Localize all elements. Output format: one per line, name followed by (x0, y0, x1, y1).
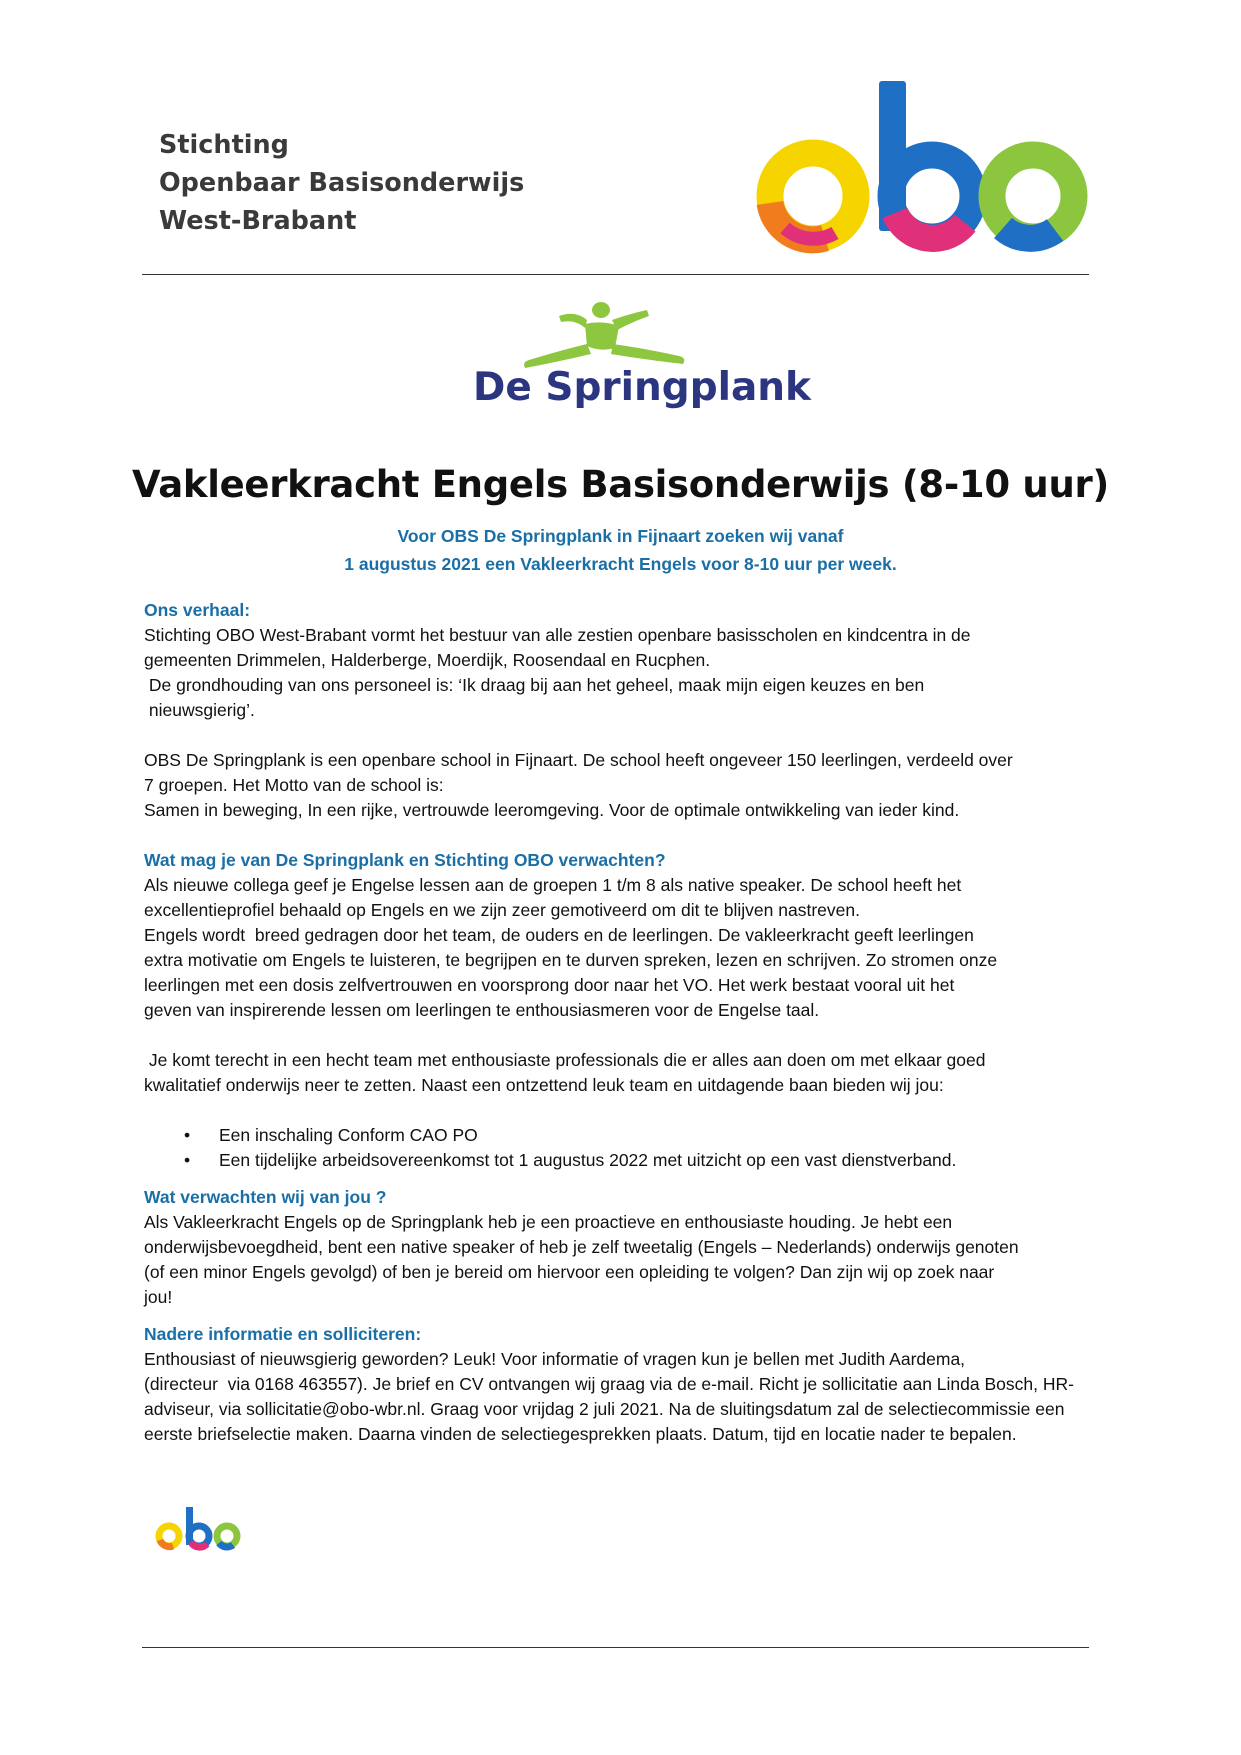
text-line: extra motivatie om Engels te luisteren, te begrijpen en te durven spreken, lezen en schrijven. Zo stromen onze (144, 950, 998, 970)
text-line: Engels wordt breed gedragen door het team, de ouders en de leerlingen. De vakleerkracht geeft leerlingen (144, 925, 974, 945)
paragraph-solliciteren (144, 1347, 1104, 1447)
text-line: kwalitatief onderwijs neer te zetten. Naast een ontzettend leuk team en uitdagende baan bieden wij jou: (144, 1075, 944, 1095)
organization-name (159, 126, 579, 240)
text-line: adviseur, via sollicitatie@obo-wbr.nl. Graag voor vrijdag 2 juli 2021. Na de sluitingsdatum zal de selectiecommissie een (144, 1399, 1065, 1419)
intro-text (0, 522, 1241, 578)
springplank-logo (467, 302, 811, 427)
list-item: • Een tijdelijke arbeidsovereenkomst tot 1 augustus 2022 met uitzicht op een vast dienstverband. (184, 1148, 1104, 1173)
org-line-2: Openbaar Basisonderwijs (159, 168, 525, 198)
text-line: De grondhouding van ons personeel is: ‘Ik draag bij aan het geheel, maak mijn eigen keuzes en ben (144, 675, 925, 695)
text-line: Stichting OBO West-Brabant vormt het bestuur van alle zestien openbare basisscholen en kindcentra in de (144, 625, 971, 645)
text-line: eerste briefselectie maken. Daarna vinden de selectiegesprekken plaats. Datum, tijd en locatie nader te bepalen. (144, 1424, 1017, 1444)
footer-divider (142, 1647, 1089, 1648)
obo-logo-small (155, 1504, 245, 1552)
paragraph-ons-verhaal-2 (144, 748, 1104, 823)
section-heading-verwachten: Wat mag je van De Springplank en Stichting OBO verwachten? (144, 850, 666, 870)
text-line: (of een minor Engels gevolgd) of ben je bereid om hiervoor een opleiding te volgen? Dan zijn wij op zoek naar (144, 1262, 995, 1282)
text-line: Als Vakleerkracht Engels op de Springplank heb je een proactieve en enthousiaste houding. Je hebt een (144, 1212, 953, 1232)
text-line: onderwijsbevoegdheid, bent een native speaker of heb je zelf tweetalig (Engels – Nederlands) onderwijs genoten (144, 1237, 1019, 1257)
springplank-logo-text: De Springplank (473, 365, 811, 410)
intro-line-1: Voor OBS De Springplank in Fijnaart zoeken wij vanaf (397, 526, 844, 546)
paragraph-wij-van-jou (144, 1210, 1104, 1310)
paragraph-verwachten-2 (144, 1048, 1104, 1098)
benefits-list (144, 1123, 1104, 1173)
text-line: (directeur via 0168 463557). Je brief en CV ontvangen wij graag via de e-mail. Richt je sollicitatie aan Linda Bosch, HR- (144, 1374, 1074, 1394)
text-line: 7 groepen. Het Motto van de school is: (144, 775, 444, 795)
obo-logo (755, 78, 1085, 256)
paragraph-ons-verhaal-1 (144, 623, 1104, 723)
section-heading-wij-van-jou: Wat verwachten wij van jou ? (144, 1187, 387, 1207)
text-line: jou! (144, 1287, 173, 1307)
paragraph-verwachten-1 (144, 873, 1104, 1023)
text-line: Je komt terecht in een hecht team met enthousiaste professionals die er alles aan doen om met elkaar goed (144, 1050, 986, 1070)
header-divider (142, 274, 1089, 275)
section-heading-ons-verhaal: Ons verhaal: (144, 600, 251, 620)
text-line: geven van inspirerende lessen om leerlingen te enthousiasmeren voor de Engelse taal. (144, 1000, 820, 1020)
text-line: Als nieuwe collega geef je Engelse lessen aan de groepen 1 t/m 8 als native speaker. De school heeft het (144, 875, 962, 895)
section-heading-solliciteren: Nadere informatie en solliciteren: (144, 1324, 422, 1344)
text-line: Enthousiast of nieuwsgierig geworden? Leuk! Voor informatie of vragen kun je bellen met Judith Aardema, (144, 1349, 966, 1369)
list-item: • Een inschaling Conform CAO PO (184, 1123, 1104, 1148)
text-line: leerlingen met een dosis zelfvertrouwen en voorsprong door naar het VO. Het werk bestaat vooral uit het (144, 975, 955, 995)
job-title: Vakleerkracht Engels Basisonderwijs (8-10 uur) (131, 463, 1110, 506)
text-line: OBS De Springplank is een openbare school in Fijnaart. De school heeft ongeveer 150 leerlingen, verdeeld over (144, 750, 1013, 770)
org-line-1: Stichting (159, 130, 289, 160)
org-line-3: West-Brabant (159, 206, 357, 236)
text-line: excellentieprofiel behaald op Engels en we zijn zeer gemotiveerd om dit te blijven nastreven. (144, 900, 860, 920)
text-line: nieuwsgierig’. (144, 700, 255, 720)
intro-line-2: 1 augustus 2021 een Vakleerkracht Engels voor 8-10 uur per week. (344, 554, 897, 574)
text-line: gemeenten Drimmelen, Halderberge, Moerdijk, Roosendaal en Rucphen. (144, 650, 711, 670)
text-line: Samen in beweging, In een rijke, vertrouwde leeromgeving. Voor de optimale ontwikkeling van ieder kind. (144, 800, 960, 820)
vacancy-body (144, 598, 1104, 1447)
